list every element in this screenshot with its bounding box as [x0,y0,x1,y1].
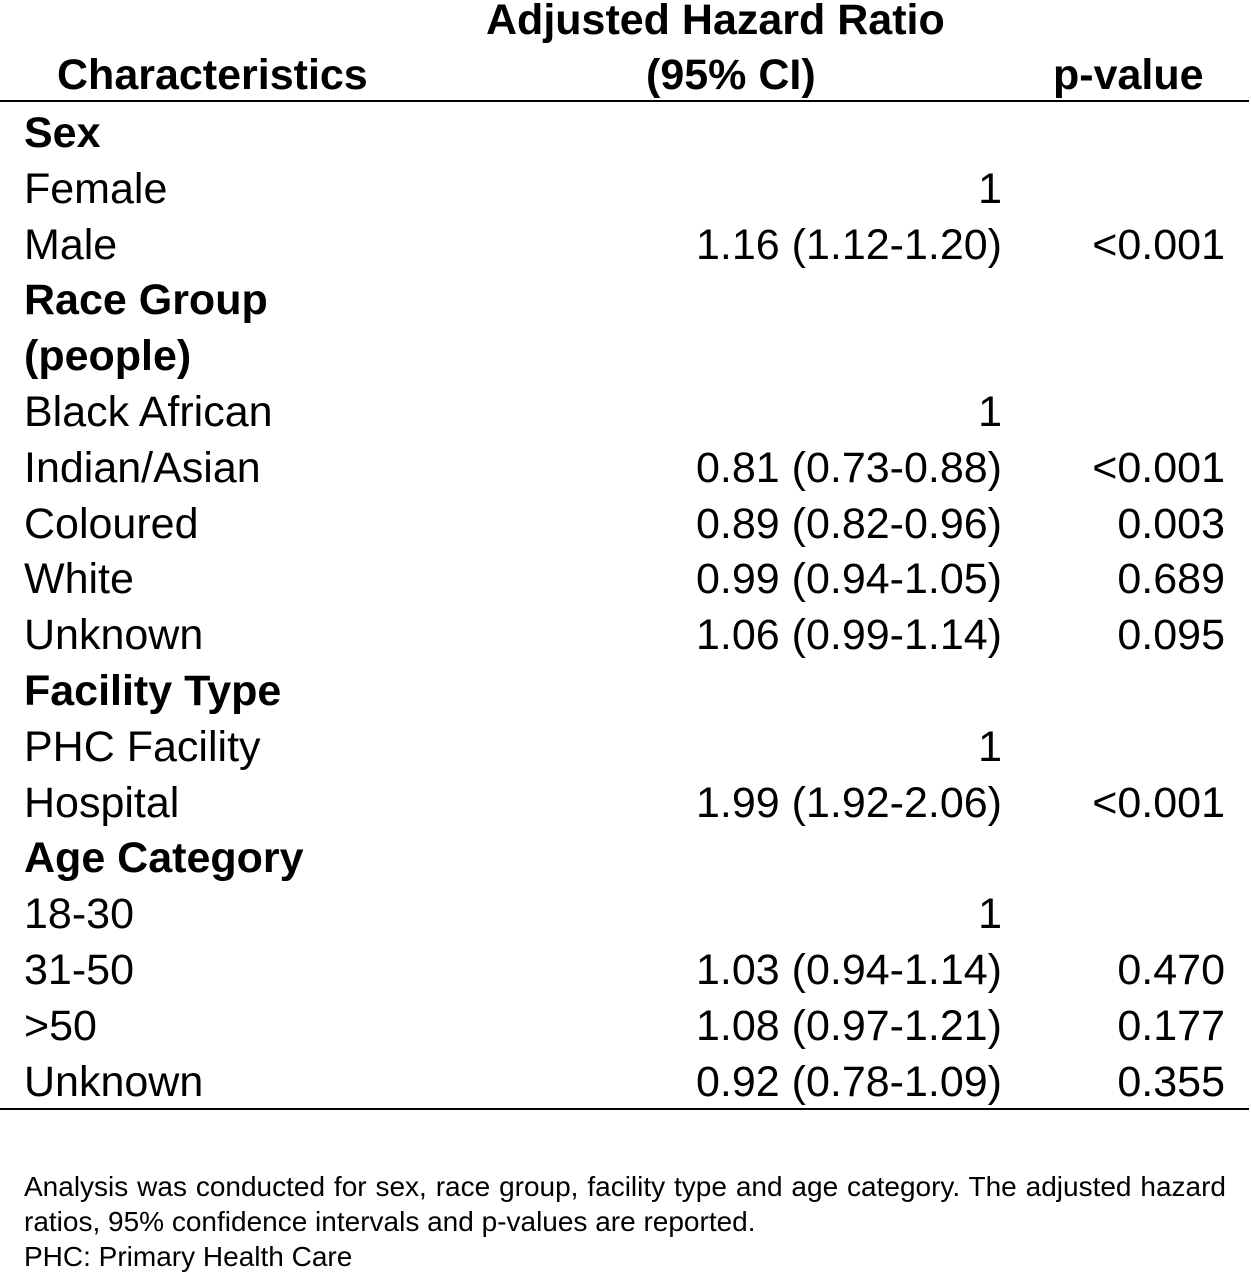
group-label: Facility Type [24,667,282,715]
header-p-value: p-value [1053,51,1204,99]
hazard-ratio-cell: 0.89 (0.82-0.96) [696,499,1002,548]
row-label: Black African [24,388,273,436]
bottom-rule [0,1108,1249,1110]
hazard-ratio-cell: 1 [978,164,1002,213]
table-row [0,607,1251,663]
table-row [0,998,1251,1054]
row-label: Male [24,220,118,269]
hazard-ratio-cell: 1.03 (0.94-1.14) [696,946,1002,994]
hazard-ratio-cell: 1.99 (1.92-2.06) [696,778,1002,827]
header-hazard-ratio-line1: Adjusted Hazard Ratio [486,0,945,44]
row-label: Coloured [24,499,199,548]
table-row [0,719,1251,775]
hazard-ratio-cell: 0.81 (0.73-0.88) [696,443,1002,492]
p-value-cell: <0.001 [1092,220,1225,269]
hazard-ratio-cell: 1 [978,722,1002,771]
p-value-cell: 0.470 [1117,946,1225,994]
table-row [0,942,1251,998]
table-row [0,775,1251,831]
footnote-abbreviation: PHC: Primary Health Care [24,1241,353,1272]
hazard-ratio-cell: 0.99 (0.94-1.05) [696,555,1002,604]
row-label: White [24,555,134,604]
footnote-text: Analysis was conducted for sex, race group, facility type and age category. The adjusted hazard ratios, 95% confidence intervals and p-values are reported. [24,1171,1226,1237]
group-label: (people) [24,332,192,381]
group-header-row [0,663,1251,719]
p-value-cell: 0.355 [1117,1057,1225,1106]
table-row [0,886,1251,942]
hazard-ratio-cell: 1 [978,388,1002,436]
p-value-cell: 0.177 [1117,1001,1225,1050]
p-value-cell: 0.003 [1117,499,1225,548]
header-hazard-ratio-line2: (95% CI) [646,51,816,99]
group-label: Age Category [24,834,304,883]
table-row [0,551,1251,607]
table-row [0,440,1251,496]
table-row [0,161,1251,217]
header-characteristics: Characteristics [57,51,368,99]
table-row [0,217,1251,273]
p-value-cell: <0.001 [1092,778,1225,827]
group-header-row [0,328,1251,384]
row-label: 31-50 [24,946,134,994]
row-label: Hospital [24,778,180,827]
row-label: Unknown [24,611,204,660]
group-header-row [0,272,1251,328]
hazard-ratio-cell: 1.08 (0.97-1.21) [696,1001,1002,1050]
table-row [0,1054,1251,1110]
hazard-ratio-cell: 0.92 (0.78-1.09) [696,1057,1002,1106]
row-label: 18-30 [24,890,134,939]
row-label: PHC Facility [24,722,261,771]
row-label: Female [24,164,168,213]
group-header-row [0,830,1251,886]
hazard-ratio-cell: 1 [978,890,1002,939]
hazard-ratio-cell: 1.06 (0.99-1.14) [696,611,1002,660]
row-label: Indian/Asian [24,443,261,492]
table-footnote [24,1169,1226,1274]
header-rule [0,100,1249,102]
hazard-ratio-cell: 1.16 (1.12-1.20) [696,220,1002,269]
p-value-cell: 0.689 [1117,555,1225,604]
group-label: Race Group [24,276,268,325]
row-label: Unknown [24,1057,204,1106]
group-label: Sex [24,109,101,157]
table-row [0,496,1251,552]
p-value-cell: <0.001 [1092,443,1225,492]
row-label: >50 [24,1001,97,1050]
group-header-row [0,105,1251,161]
table-row [0,384,1251,440]
p-value-cell: 0.095 [1117,611,1225,660]
